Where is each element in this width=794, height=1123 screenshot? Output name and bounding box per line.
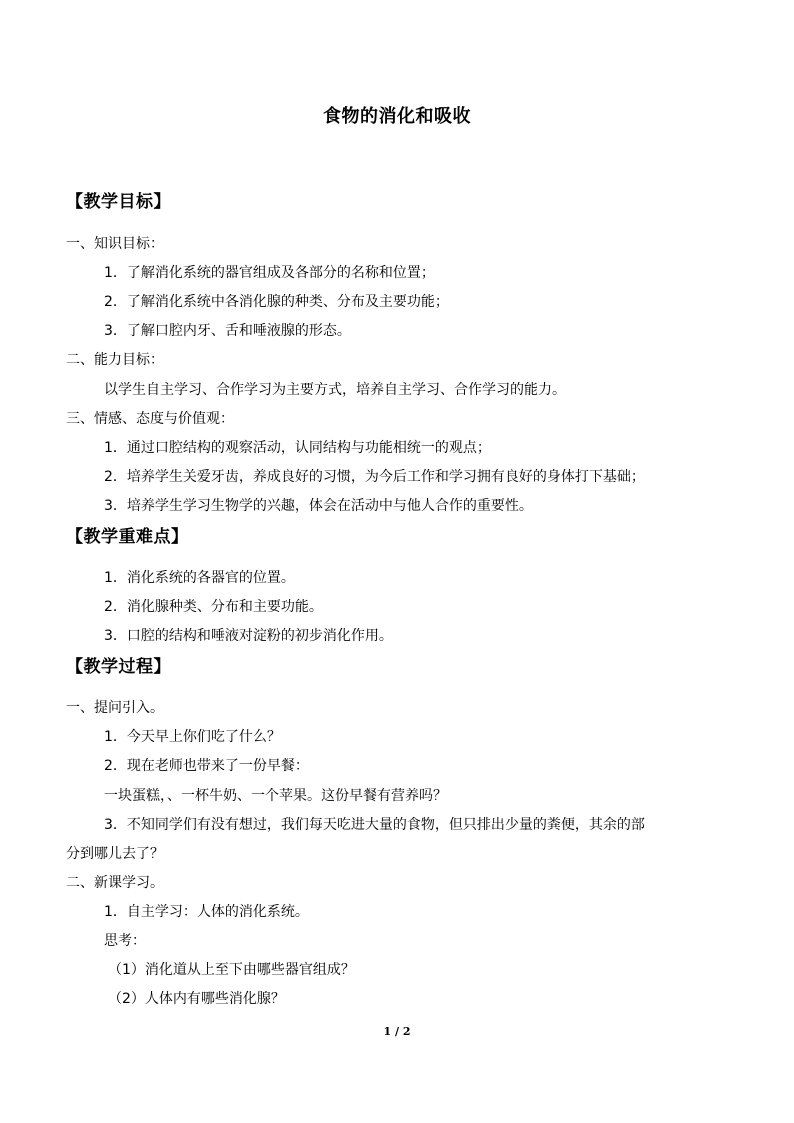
intro-question-3: 3．不知同学们有没有想过，我们每天吃进大量的食物，但只排出少量的粪便，其余的部 <box>104 817 645 833</box>
intro-question-2: 2．现在老师也带来了一份早餐： <box>104 758 309 774</box>
key-point-item: 3．口腔的结构和唾液对淀粉的初步消化作用。 <box>104 628 393 644</box>
think-question: （1）消化道从上至下由哪些器官组成？ <box>108 962 355 978</box>
knowledge-objective-item: 1．了解消化系统的器官组成及各部分的名称和位置； <box>104 265 435 281</box>
intro-label: 一、提问引入。 <box>66 700 164 716</box>
ability-objectives-label: 二、能力目标： <box>66 352 164 368</box>
emotion-objectives-label: 三、情感、态度与价值观： <box>66 411 234 427</box>
section-heading-objectives: 【教学目标】 <box>66 192 171 212</box>
knowledge-objectives-label: 一、知识目标： <box>66 236 164 252</box>
think-label: 思考： <box>104 933 146 949</box>
document-title: 食物的消化和吸收 <box>323 106 471 127</box>
think-question: （2）人体内有哪些消化腺？ <box>108 991 285 1007</box>
intro-question-3-continued: 分到哪儿去了？ <box>66 846 164 862</box>
new-lesson-label: 二、新课学习。 <box>66 875 164 891</box>
section-heading-process: 【教学过程】 <box>66 657 171 677</box>
page-number: 1 / 2 <box>383 1025 411 1038</box>
intro-breakfast-text: 一块蛋糕，、一杯牛奶、一个苹果。这份早餐有营养吗？ <box>104 788 447 804</box>
knowledge-objective-item: 2．了解消化系统中各消化腺的种类、分布及主要功能； <box>104 294 449 310</box>
emotion-objective-item: 2．培养学生关爱牙齿，养成良好的习惯，为今后工作和学习拥有良好的身体打下基础； <box>104 469 645 485</box>
new-lesson-item-1: 1．自主学习：人体的消化系统。 <box>104 904 309 920</box>
emotion-objective-item: 1．通过口腔结构的观察活动，认同结构与功能相统一的观点； <box>104 440 491 456</box>
emotion-objective-item: 3．培养学生学习生物学的兴趣，体会在活动中与他人合作的重要性。 <box>104 498 533 514</box>
knowledge-objective-item: 3．了解口腔内牙、舌和唾液腺的形态。 <box>104 323 351 339</box>
intro-question-1: 1．今天早上你们吃了什么？ <box>104 729 281 745</box>
ability-objective-text: 以学生自主学习、合作学习为主要方式，培养自主学习、合作学习的能力。 <box>104 382 566 398</box>
section-heading-key-points: 【教学重难点】 <box>66 527 189 547</box>
key-point-item: 2．消化腺种类、分布和主要功能。 <box>104 599 323 615</box>
key-point-item: 1．消化系统的各器官的位置。 <box>104 570 295 586</box>
